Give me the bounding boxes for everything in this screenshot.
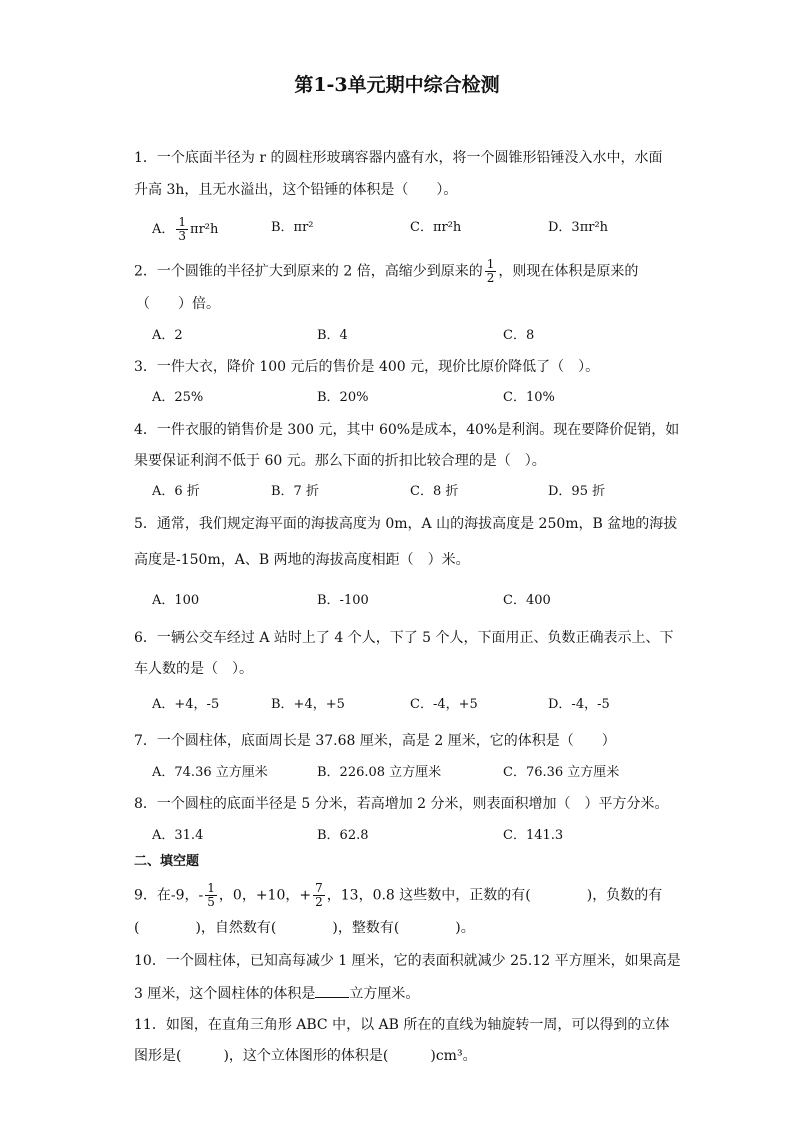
q5-option-a: A．100 xyxy=(152,593,200,608)
q8-option-a: A．31.4 xyxy=(152,828,204,843)
q2-numerator: 1 xyxy=(486,257,495,271)
q2-fraction xyxy=(485,258,497,285)
q8-option-b: B．62.8 xyxy=(317,828,369,843)
q3-option-b: B．20% xyxy=(317,390,369,405)
q4-option-a: A．6 折 xyxy=(152,484,200,499)
q5-option-c: C．400 xyxy=(503,593,551,608)
q1-option-a-suffix: πr²h xyxy=(190,222,219,237)
q11-line1: 11．如图，在直角三角形 ABC 中，以 AB 所在的直线为轴旋转一周，可以得到的立体 xyxy=(134,1017,670,1033)
q6-option-d: D．-4，-5 xyxy=(548,697,610,712)
q2-line1-pre: 2．一个圆锥的半径扩大到原来的 2 倍，高缩少到原来的 xyxy=(134,263,483,280)
q1-line1: 1．一个底面半径为 r 的圆柱形玻璃容器内盛有水，将一个圆锥形铅锤没入水中，水面 xyxy=(134,150,663,166)
q11-line2: 图形是( )，这个立体图形的体积是( )cm³。 xyxy=(134,1048,477,1064)
q2-denominator: 2 xyxy=(486,271,495,285)
q4-line2: 果要保证利润不低于 60 元。那么下面的折扣比较合理的是（ ）。 xyxy=(134,453,546,469)
q4-option-c: C．8 折 xyxy=(410,484,459,499)
q9-fraction1 xyxy=(205,882,217,909)
q9-fraction2-numerator: 7 xyxy=(315,881,323,895)
q8-line1: 8．一个圆柱的底面半径是 5 分米，若高增加 2 分米，则表面积增加（ ）平方分米。 xyxy=(134,796,669,812)
q7-line1: 7．一个圆柱体，底面周长是 37.68 厘米，高是 2 厘米，它的体积是（ ） xyxy=(134,733,616,749)
q9-fraction1-sign: - xyxy=(198,887,204,904)
q2-option-a: A．2 xyxy=(152,328,183,343)
q7-option-c: C．76.36 立方厘米 xyxy=(503,765,620,780)
q7-option-b: B．226.08 立方厘米 xyxy=(317,765,442,780)
q3-line1: 3．一件大衣，降价 100 元后的售价是 400 元，现价比原价降低了（ ）。 xyxy=(134,359,600,375)
q10-line2 xyxy=(134,983,419,1004)
q6-line2: 车人数的是（ ）。 xyxy=(134,661,253,677)
q9-fraction2 xyxy=(313,882,325,909)
q10-line2-pre: 3 厘米，这个圆柱体的体积是 xyxy=(134,986,316,1002)
q6-option-c: C．-4，+5 xyxy=(410,697,478,712)
page-title: 第1-3单元期中综合检测 xyxy=(294,74,500,96)
q4-option-d: D．95 折 xyxy=(548,484,606,499)
q1-option-a xyxy=(152,216,218,243)
q10-line2-post: 立方厘米。 xyxy=(349,986,420,1002)
q1-option-c: C．πr²h xyxy=(410,220,462,235)
q6-option-b: B．+4，+5 xyxy=(271,697,345,712)
q1-option-a-fraction xyxy=(176,216,188,243)
q5-line1: 5．通常，我们规定海平面的海拔高度为 0m，A 山的海拔高度是 250m，B 盆地的海拔 xyxy=(134,516,678,532)
q6-option-a: A．+4，-5 xyxy=(152,697,220,712)
q7-option-a: A．74.36 立方厘米 xyxy=(152,765,268,780)
q3-option-c: C．10% xyxy=(503,390,555,405)
q9-fraction2-sign: + xyxy=(299,887,312,904)
q6-line1: 6．一辆公交车经过 A 站时上了 4 个人，下了 5 个人，下面用正、负数正确表示上、下 xyxy=(134,630,674,646)
q3-option-a: A．25% xyxy=(152,390,204,405)
q1-option-d: D．3πr²h xyxy=(548,220,609,235)
q4-line1: 4．一件衣服的销售价是 300 元，其中 60%是成本，40%是利润。现在要降价促销，如 xyxy=(134,422,680,438)
q8-option-c: C．141.3 xyxy=(503,828,564,843)
q1-option-a-prefix: A． xyxy=(152,222,175,237)
q9-fraction1-denominator: 5 xyxy=(207,895,215,909)
q2-line1-post: ，则现在体积是原来的 xyxy=(498,263,639,280)
q2-line1 xyxy=(134,258,638,285)
q2-option-c: C．8 xyxy=(503,328,535,343)
q9-pre: 9．在-9， xyxy=(134,887,199,904)
q4-option-b: B．7 折 xyxy=(271,484,319,499)
q1-a-numerator: 1 xyxy=(178,215,187,229)
q5-line2: 高度是-150m，A、B 两地的海拔高度相距（ ）米。 xyxy=(134,552,470,568)
q10-line1: 10．一个圆柱体，已知高每减少 1 厘米，它的表面积就减少 25.12 平方厘米，如果高是 xyxy=(134,953,681,969)
q5-option-b: B．-100 xyxy=(317,593,369,608)
q9-post: ，13，0.8 这些数中，正数的有( )，负数的有 xyxy=(326,887,663,904)
q9-line2: ( )，自然数有( )，整数有( )。 xyxy=(134,920,475,936)
q9-mid: ，0，+10， xyxy=(218,887,300,904)
section-heading-fill-in: 二、填空题 xyxy=(134,854,200,869)
q2-option-b: B．4 xyxy=(317,328,348,343)
q2-line2: （ ）倍。 xyxy=(136,296,220,312)
q1-line2: 升高 3h，且无水溢出，这个铅锤的体积是（ ）。 xyxy=(134,182,458,198)
q9-fraction2-denominator: 2 xyxy=(315,895,323,909)
q9-line1 xyxy=(134,882,662,909)
q1-option-b: B．πr² xyxy=(271,220,314,235)
q10-answer-blank xyxy=(315,983,349,998)
q9-fraction1-numerator: 1 xyxy=(207,881,215,895)
q1-a-denominator: 3 xyxy=(178,229,187,243)
